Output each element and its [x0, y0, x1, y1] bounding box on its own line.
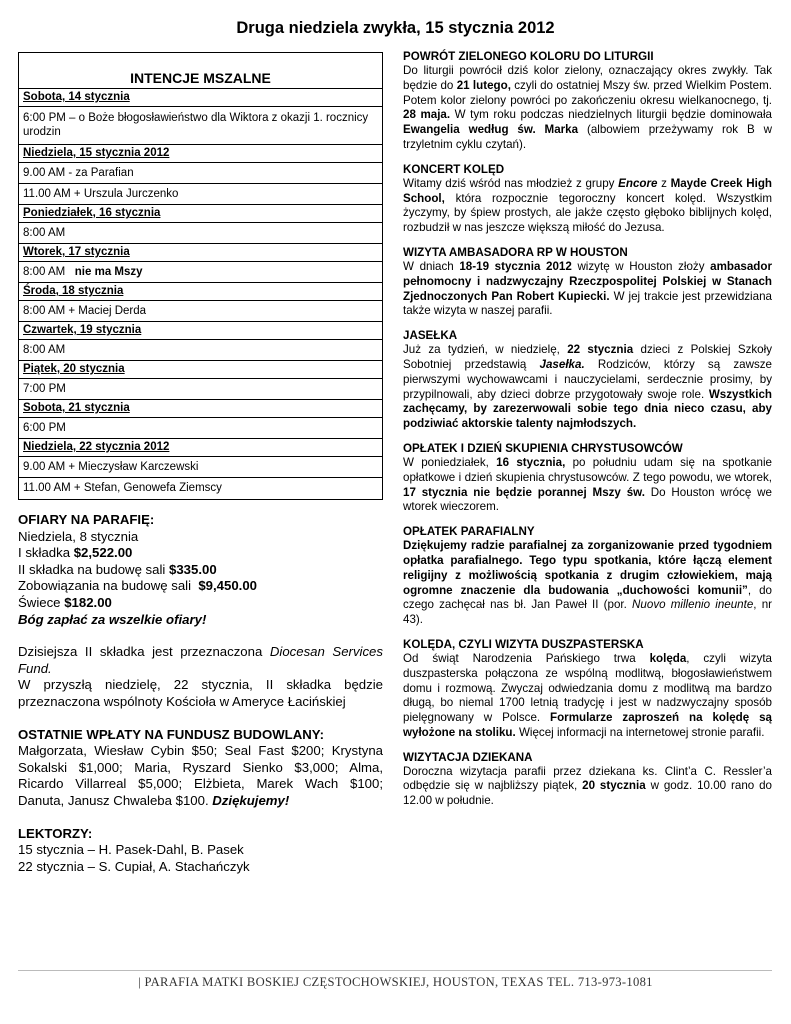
- announcement-carol-concert: [403, 163, 772, 236]
- announcement-dean-visit: [403, 751, 772, 809]
- offerings-heading: OFIARY NA PARAFIĘ:: [18, 512, 155, 527]
- intention-day: Sobota, 14 stycznia: [19, 89, 382, 107]
- offering-amount: $9,450.00: [198, 578, 258, 594]
- intention-day: Niedziela, 22 stycznia 2012: [19, 439, 382, 457]
- page-title: Druga niedziela zwykła, 15 stycznia 2012: [236, 19, 555, 37]
- intention-entry: 8:00 AM: [19, 340, 382, 361]
- footer: | PARAFIA MATKI BOSKIEJ CZĘSTOCHOWSKIEJ, HOUSTON, TEXAS TEL. 713-973-1081: [138, 975, 653, 989]
- mass-intentions-heading: INTENCJE MSZALNE: [19, 53, 382, 89]
- readers-heading: LEKTORZY:: [18, 825, 93, 841]
- offering-line: [18, 595, 383, 612]
- announcement-heading: OPŁATEK PARAFIALNY: [403, 525, 535, 539]
- announcement-body: Od świąt Narodzenia Pańskiego trwa kolęda, czyli wizyta duszpasterska połączona ze wspólną modlitwą, błogosławieństwem domu i rozmową. Zwyczaj odwiedzania domu z modlitwą ma bardzo długą, bo niemal 1700 letnią tradycję i jest w nadzwyczajny sposób pielęgnowany w Polsce. Formularze zaproszeń na kolędę są wyłożone na stoliku. Więcej informacji na internetowej stronie parafii.: [403, 651, 773, 739]
- intention-entry: 11.00 AM + Stefan, Genowefa Ziemscy: [23, 482, 222, 494]
- intention-day: Wtorek, 17 stycznia: [19, 244, 382, 262]
- announcement-heading: KONCERT KOLĘD: [403, 162, 505, 176]
- offering-line: [18, 562, 383, 579]
- intention-day: Sobota, 21 stycznia: [19, 400, 382, 418]
- second-collection-note: Dzisiejsza II składka jest przeznaczona Diocesan Services Fund.: [18, 644, 383, 676]
- offering-amount: $182.00: [64, 594, 112, 610]
- intention-entry: 9.00 AM - za Parafian: [19, 163, 382, 184]
- announcement-green-color: [403, 50, 772, 153]
- building-fund-heading: OSTATNIE WPŁATY NA FUNDUSZ BUDOWLANY:: [18, 726, 324, 742]
- announcement-nativity-play: [403, 329, 772, 432]
- intention-entry: 8:00 AM: [19, 223, 382, 244]
- announcement-body: Już za tydzień, w niedzielę, 22 stycznia dzieci z Polskiej Szkoły Sobotniej przedstawią Jasełka. Rodziców, którzy są zawsze pierwszymi wychowawcami i nauczycielami, serdecznie prosimy, by przypilnowali, aby dzieci dobrze przygotowały swoje role. Wszystkich zachęcamy, by zarezerwowali sobie tego dnia nieco czasu, aby podziwiać aktorskie talenty najmłodszych.: [403, 343, 772, 431]
- offerings-thanks: Bóg zapłać za wszelkie ofiary!: [18, 611, 207, 627]
- offering-label: II składka na budowę sali: [18, 561, 170, 577]
- announcement-heading: WIZYTACJA DZIEKANA: [403, 750, 533, 764]
- intention-entry: [19, 262, 382, 283]
- mass-intentions-table: [18, 52, 383, 500]
- announcement-heading: POWRÓT ZIELONEGO KOLORU DO LITURGII: [403, 50, 654, 63]
- announcement-heading: WIZYTA AMBASADORA RP W HOUSTON: [403, 245, 628, 259]
- announcement-body: Doroczna wizytacja parafii przez dziekana ks. Clint’a C. Ressler’a odbędzie się w najbliższy piątek, 20 stycznia w godz. 10.00 rano do 12.00 w południe.: [403, 764, 772, 808]
- announcement-pastoral-visit: [403, 638, 772, 741]
- announcement-christus-wafer: [403, 442, 772, 515]
- building-fund-donors: Małgorzata, Wiesław Cybin $50; Seal Fast $200; Krystyna Sokalski $1,000; Maria, Ryszard Sienko $3,000; Alma, Ricardo Villarreal $5,000; Elżbieta, Marek Wach $100; Danuta, Janusz Chwaleba $100. Dziękujemy!: [18, 743, 383, 808]
- announcement-body: W dniach 18-19 stycznia 2012 wizytę w Houston złoży ambasador pełnomocny i nadzwyczajny Rzeczpospolitej Polskiej w Stanach Zjednoczonych Pan Robert Kupiecki. W jej trakcie jest przewidziana także wizyta w naszej parafii.: [403, 259, 772, 318]
- right-column: [403, 50, 772, 819]
- intention-entry: 6:00 PM: [19, 418, 382, 439]
- readers-line: 15 stycznia – H. Pasek-Dahl, B. Pasek: [18, 842, 244, 858]
- intention-day: Piątek, 20 stycznia: [19, 361, 382, 379]
- announcement-body: Do liturgii powrócił dziś kolor zielony, oznaczający okres zwykły. Tak będzie do 21 lutego, czyli do ostatniej Mszy św. przed Wielkim Postem. Potem kolor zielony powróci po zakończeniu okresu wielkanocnego, tj. 28 maja. W tym roku podczas niedzielnych liturgii będzie dominowała Ewangelia według św. Marka (albowiem przeżywamy rok B w trzyletnim cyklu czytań).: [403, 64, 773, 151]
- offering-line: [18, 578, 383, 595]
- next-collection-note: W przyszłą niedzielę, 22 stycznia, II składka będzie przeznaczona wspólnoty Kościoła w Ameryce Łacińskiej: [18, 677, 383, 709]
- announcement-parish-wafer: [403, 525, 772, 628]
- offering-amount: $2,522.00: [73, 545, 133, 561]
- offerings-section: [18, 512, 383, 875]
- offering-line: [18, 545, 383, 562]
- announcement-body: Witamy dziś wśród nas młodzież z grupy Encore z Mayde Creek High School, która rozpocznie tegoroczny koncert kolęd. Wszystkim życzymy, by śpiew prostych, ale jakże często głęboko biblijnych kolęd, rozbudził w nas jeszcze większą miłość do Jezusa.: [403, 176, 772, 235]
- intention-day: Czwartek, 19 stycznia: [19, 322, 382, 340]
- offering-label: Zobowiązania na budowę sali: [18, 578, 199, 594]
- announcement-heading: KOLĘDA, CZYLI WIZYTA DUSZPASTERSKA: [403, 637, 644, 651]
- intention-entry: 7:00 PM: [19, 379, 382, 400]
- intention-entry: 8:00 AM + Maciej Derda: [19, 301, 382, 322]
- intention-time: 8:00 AM: [23, 266, 75, 278]
- offerings-date: Niedziela, 8 stycznia: [18, 528, 139, 544]
- offering-label: Świece: [18, 594, 65, 610]
- intention-entry: 6:00 PM – o Boże błogosławieństwo dla Wiktora z okazji 1. rocznicy urodzin: [19, 107, 382, 145]
- intention-day: Poniedziałek, 16 stycznia: [19, 205, 382, 223]
- left-column: [18, 52, 383, 875]
- intention-entry: 9.00 AM + Mieczysław Karczewski: [19, 457, 382, 478]
- announcement-ambassador: [403, 246, 772, 319]
- intention-entry: 11.00 AM + Urszula Jurczenko: [19, 184, 382, 205]
- intention-day: Niedziela, 15 stycznia 2012: [19, 145, 382, 163]
- offering-amount: $335.00: [169, 561, 217, 577]
- offering-label: I składka: [18, 545, 74, 561]
- announcement-body: Dziękujemy radzie parafialnej za zorganizowanie przed tygodniem opłatka parafialnego. Tego typu spotkania, które łączą element religijny z możliwością spotkania z drugim człowiekiem, mają ogromne znaczenie dla budowania „duchowości komunii”, do czego zachęcał nas bł. Jan Paweł II (por. Nuovo millenio ineunte, nr 43).: [403, 539, 772, 627]
- intention-day: Środa, 18 stycznia: [19, 283, 382, 301]
- readers-line: 22 stycznia – S. Cupiał, A. Stachańczyk: [18, 858, 250, 874]
- announcement-heading: OPŁATEK I DZIEŃ SKUPIENIA CHRYSTUSOWCÓW: [403, 441, 683, 455]
- announcement-heading: JASEŁKA: [403, 329, 458, 343]
- announcement-body: W poniedziałek, 16 stycznia, po południu udam się na spotkanie opłatkowe i dzień skupienia chrystusowców. Z tego powodu, we wtorek, 17 stycznia nie będzie porannej Mszy św. Do Houston wrócę we wtorek wieczorem.: [403, 455, 772, 514]
- no-mass-note: nie ma Mszy: [74, 266, 143, 278]
- footer-divider: [18, 970, 772, 971]
